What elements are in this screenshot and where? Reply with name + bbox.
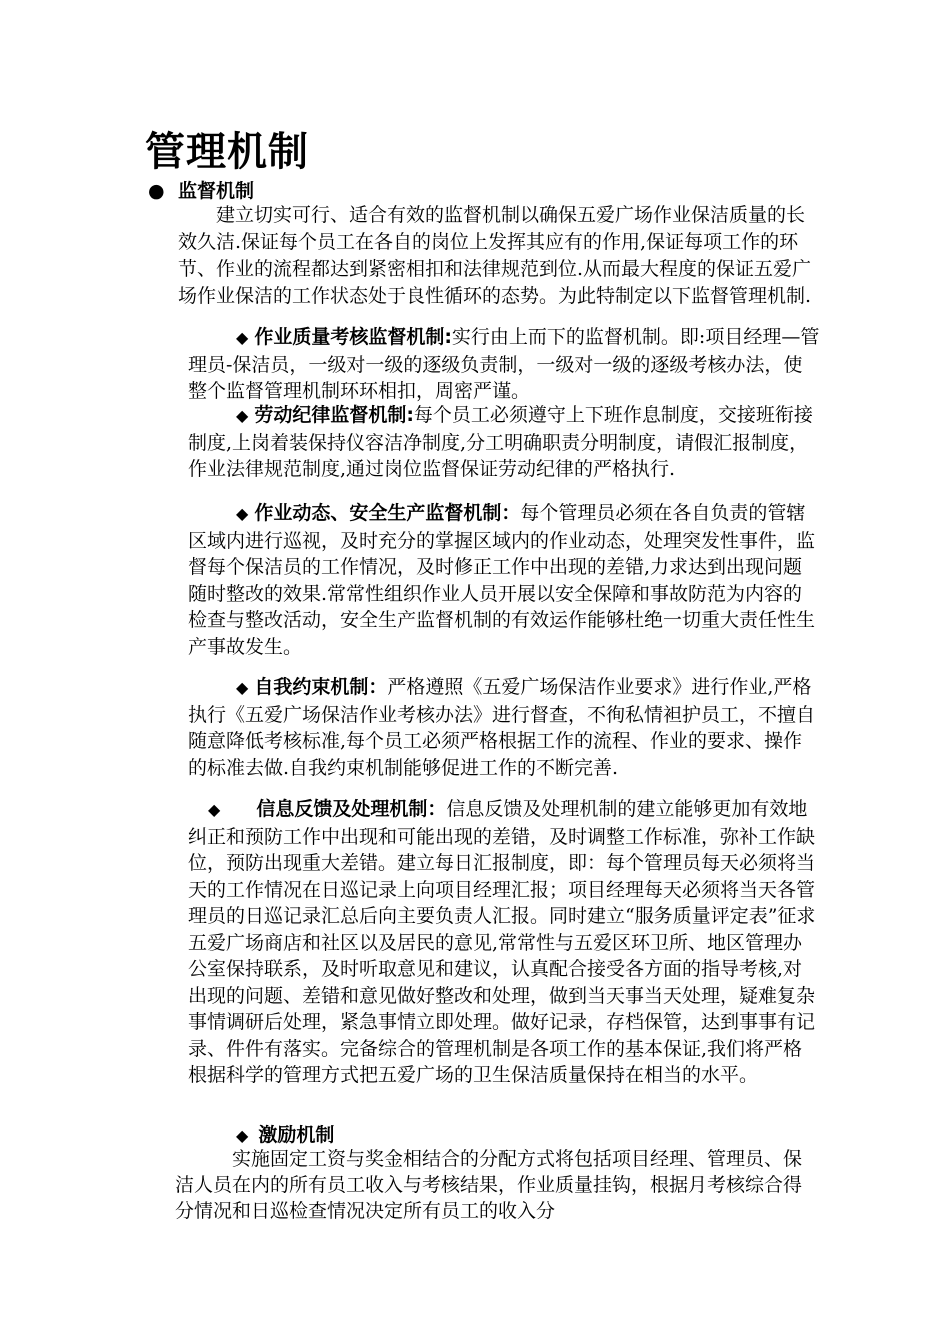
item-text: 每个管理员必须在各自负责的管辖区域内进行巡视，及时充分的掌握区域内的作业动态，处理突发性事件，监督每个保洁员的工作情况，及时修正工作中出现的差错,力求达到出现问题随时整改的效果.常常性组织作业人员开展以安全保障和事故防范为内容的检查与整改活动，安全生产监督机制的有效运作能够杜绝一切重大责任性生产事故发生。 — [188, 502, 816, 658]
diamond-bullet-icon: ◆ — [236, 1126, 249, 1145]
item-label: 作业质量考核监督机制: — [254, 326, 452, 348]
page-title: 管理机制 — [145, 129, 309, 175]
section-heading-label: 监督机制 — [178, 180, 255, 202]
item-feedback-handling — [188, 796, 820, 1089]
diamond-bullet-icon: ◆ — [236, 504, 249, 523]
item-labor-discipline — [188, 402, 820, 483]
item-text: 实行由上而下的监督机制。即:项目经理—管理员-保洁员，一级对一级的逐级负责制，一级对一级的逐级考核办法，使整个监督管理机制环环相扣，周密严谨。 — [188, 326, 820, 402]
diamond-bullet-icon: ◆ — [208, 800, 221, 819]
bullet-dot-icon: ● — [148, 180, 165, 202]
item-label: 劳动纪律监督机制: — [254, 404, 414, 426]
intro-paragraph: 建立切实可行、适合有效的监督机制以确保五爱广场作业保洁质量的长效久洁.保证每个员工在各自的岗位上发挥其应有的作用,保证每项工作的环节、作业的流程都达到紧密相扣和法律规范到位.从而最大程度的保证五爱广场作业保洁的工作状态处于良性循环的态势。为此特制定以下监督管理机制. — [178, 204, 812, 307]
section-heading-supervision — [148, 176, 254, 203]
item-text: 信息反馈及处理机制的建立能够更加有效地纠正和预防工作中出现和可能出现的差错，及时调整工作标准，弥补工作缺位，预防出现重大差错。建立每日汇报制度，即：每个管理员每天必须将当天的工作情况在日巡记录上向项目经理汇报；项目经理每天必须将当天各管理员的日巡记录汇总后向主要负责人汇报。同时建立“服务质量评定表”征求五爱广场商店和社区以及居民的意见,常常性与五爱区环卫所、地区管理办公室保持联系，及时听取意见和建议，认真配合接受各方面的指导考核,对出现的问题、差错和意见做好整改和处理，做到当天事当天处理，疑难复杂事情调研后处理，紧急事情立即处理。做好记录，存档保管，达到事事有记录、件件有落实。完备综合的管理机制是各项工作的基本保证,我们将严格根据科学的管理方式把五爱广场的卫生保洁质量保持在相当的水平。 — [188, 798, 816, 1086]
section-heading-incentive — [236, 1120, 334, 1147]
diamond-bullet-icon: ◆ — [236, 406, 249, 425]
item-label: 自我约束机制： — [254, 676, 388, 698]
item-self-discipline — [188, 674, 820, 781]
diamond-bullet-icon: ◆ — [236, 678, 249, 697]
item-label: 信息反馈及处理机制： — [256, 798, 447, 820]
item-quality-supervision — [188, 324, 820, 405]
item-text: 每个员工必须遵守上下班作息制度，交接班衔接制度,上岗着装保持仪容洁净制度,分工明确职责分明制度，请假汇报制度，作业法律规范制度,通过岗位监督保证劳动纪律的严格执行. — [188, 404, 813, 480]
diamond-bullet-icon: ◆ — [236, 328, 249, 347]
incentive-paragraph: 实施固定工资与奖金相结合的分配方式将包括项目经理、管理员、保洁人员在内的所有员工收入与考核结果，作业质量挂钩，根据月考核综合得分情况和日巡检查情况决定所有员工的收入分 — [175, 1148, 803, 1222]
item-safety-supervision — [188, 500, 820, 660]
item-label: 作业动态、安全生产监督机制： — [254, 502, 521, 524]
item-text: 严格遵照《五爱广场保洁作业要求》进行作业,严格执行《五爱广场保洁作业考核办法》进行督查，不徇私情袒护员工，不擅自随意降低考核标准,每个员工必须严格根据工作的流程、作业的要求、操作的标准去做.自我约束机制能够促进工作的不断完善. — [188, 676, 816, 779]
section-heading-label: 激励机制 — [258, 1124, 335, 1146]
